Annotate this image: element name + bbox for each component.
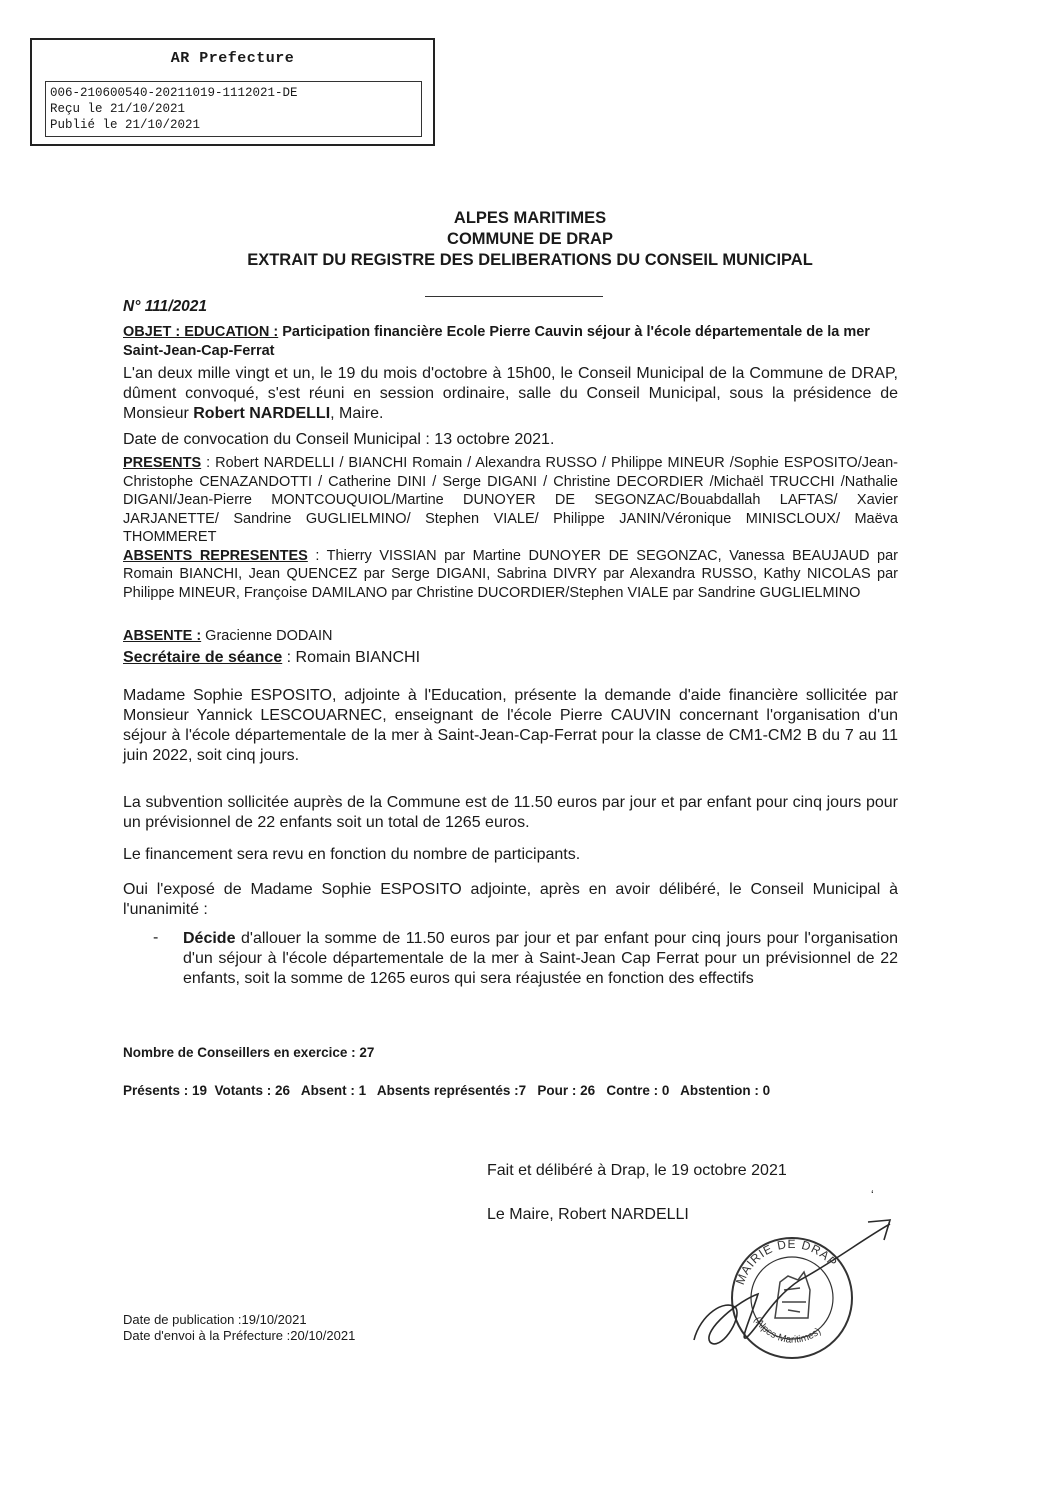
paragraph-subvention: La subvention sollicitée auprès de la Commune est de 11.50 euros par jour et par enfant pour cinq jours pour un prévisionnel de 22 enfants soit un total de 1265 euros. <box>123 794 898 831</box>
intro-text: L'an deux mille vingt et un, le 19 du mois d'octobre à 15h00, le Conseil Municipal de la Commune de DRAP, dûment convoqué, s'est réuni en session ordinaire, salle du Conseil Municipal, sous la présidence de Monsieur <box>123 365 898 422</box>
absents-representes-text: : Thierry VISSIAN par Martine DUNOYER DE SEGONZAC, Vanessa BEAUJAUD par Romain BIANCHI, Jean QUENCEZ par Serge DIGANI, Sabrina DIVRY par Alexandra RUSSO, Kathy NICOLAS par Philippe MINEUR, Françoise DAMILANO par Christine DUCORDIER/Stephen VIALE par Sandrine GUGLIELMINO <box>123 547 898 601</box>
decision-label: Décide <box>183 930 236 947</box>
convocation-date: Date de convocation du Conseil Municipal : 13 octobre 2021. <box>123 431 555 448</box>
absente <box>123 627 898 646</box>
paragraph-request: Madame Sophie ESPOSITO, adjointe à l'Education, présente la demande d'aide financière sollicitée par Monsieur Yannick LESCOUARNEC, enseignant de l'école Pierre CAUVIN concernant l'organisation d'un séjour à l'école départementale de la mer à Saint-Jean-Cap-Ferrat pour la classe de CM1-CM2 B du 7 au 11 juin 2022, soit cinq jours. <box>123 687 898 764</box>
svg-text:(Alpes-Maritimes) <box>751 1315 823 1346</box>
objet-text: Participation financière Ecole Pierre Cauvin séjour à l'école départementale de la mer Saint-Jean-Cap-Ferrat <box>123 324 870 359</box>
secretaire <box>123 649 898 668</box>
stamp-published-date: Publié le 21/10/2021 <box>50 118 201 132</box>
absente-text: Gracienne DODAIN <box>201 628 333 644</box>
seal-emblem <box>775 1272 810 1318</box>
intro-end: , Maire. <box>330 405 384 422</box>
secretaire-text: : Romain BIANCHI <box>282 649 421 666</box>
stamp-reference: 006-210600540-20211019-1112021-DE <box>50 86 298 100</box>
decision-text: d'allouer la somme de 11.50 euros par jour et par enfant pour cinq jours pour l'organisation d'un séjour à l'école départementale de la mer à Saint-Jean Cap Ferrat pour un prévisionnel de 22 enfants, soit la somme de 1265 euros qui sera réajustée en fonction des effectifs <box>183 930 898 987</box>
ar-prefecture-stamp <box>30 38 435 146</box>
tick-mark: ʻ <box>871 1188 874 1202</box>
absents-representes <box>123 547 898 603</box>
document-header <box>150 208 910 271</box>
stamp-title: AR Prefecture <box>170 50 295 67</box>
header-title: EXTRAIT DU REGISTRE DES DELIBERATIONS DU CONSEIL MUNICIPAL <box>247 251 813 269</box>
decision-bullet: - <box>153 929 159 946</box>
header-divider <box>425 296 603 297</box>
secretaire-label: Secrétaire de séance <box>123 649 283 666</box>
decision <box>183 929 898 989</box>
publication-info <box>123 1312 355 1344</box>
paragraph-expose: Oui l'exposé de Madame Sophie ESPOSITO adjointe, après en avoir délibéré, le Conseil Municipal à l'unanimité : <box>123 881 898 918</box>
intro-paragraph <box>123 364 898 424</box>
presents <box>123 454 898 547</box>
seal-bottom-text: (Alpes-Maritimes) <box>751 1315 824 1346</box>
presents-label: PRESENTS <box>123 455 202 471</box>
maire-signature-line: Le Maire, Robert NARDELLI <box>487 1206 689 1223</box>
stamp-received-date: Reçu le 21/10/2021 <box>50 102 186 116</box>
deliberation-number: N° 111/2021 <box>123 298 208 315</box>
header-commune: COMMUNE DE DRAP <box>447 230 613 248</box>
mayor-seal-signature <box>680 1180 910 1360</box>
paragraph-financement: Le financement sera revu en fonction du nombre de participants. <box>123 846 581 863</box>
objet-label: OBJET : EDUCATION : <box>123 324 279 340</box>
absente-label: ABSENTE : <box>123 628 202 644</box>
president-name: Robert NARDELLI <box>193 405 331 422</box>
fait-a: Fait et délibéré à Drap, le 19 octobre 2021 <box>487 1162 787 1179</box>
vote-results: Présents : 19 Votants : 26 Absent : 1 Absents représentés :7 Pour : 26 Contre : 0 Abstention : 0 <box>123 1083 771 1098</box>
header-department: ALPES MARITIMES <box>453 209 607 227</box>
absents-representes-label: ABSENTS REPRESENTES <box>123 547 308 564</box>
objet <box>123 323 898 361</box>
presents-text: : Robert NARDELLI / BIANCHI Romain / Alexandra RUSSO / Philippe MINEUR /Sophie ESPOSITO/Jean-Christophe CENAZANDOTTI / Catherine DINI / Serge DIGANI / Christine DECORDIER /Michaël TRUCCHI /Nathalie DIGANI/Jean-Pierre MONTCOUQUIOL/Martine DUNOYER DE SEGONZAC/Bouabdallah LAFTAS/ Xavier JARJANETTE/ Sandrine GUGLIELMINO/ Stephen VIALE/ Philippe JANIN/Véronique MINISCLOUX/ Maëva THOMMERET <box>123 455 898 545</box>
svg-text:MAIRIE DE DRAP <box>733 1237 840 1287</box>
stamp-details <box>45 81 422 137</box>
prefecture-send-date: Date d'envoi à la Préfecture :20/10/2021 <box>123 1328 356 1343</box>
attendance-list <box>123 454 898 602</box>
seal-top-text: MAIRIE DE DRAP <box>732 1236 841 1287</box>
nombre-conseillers: Nombre de Conseillers en exercice : 27 <box>123 1045 375 1060</box>
publication-date: Date de publication :19/10/2021 <box>123 1312 307 1327</box>
